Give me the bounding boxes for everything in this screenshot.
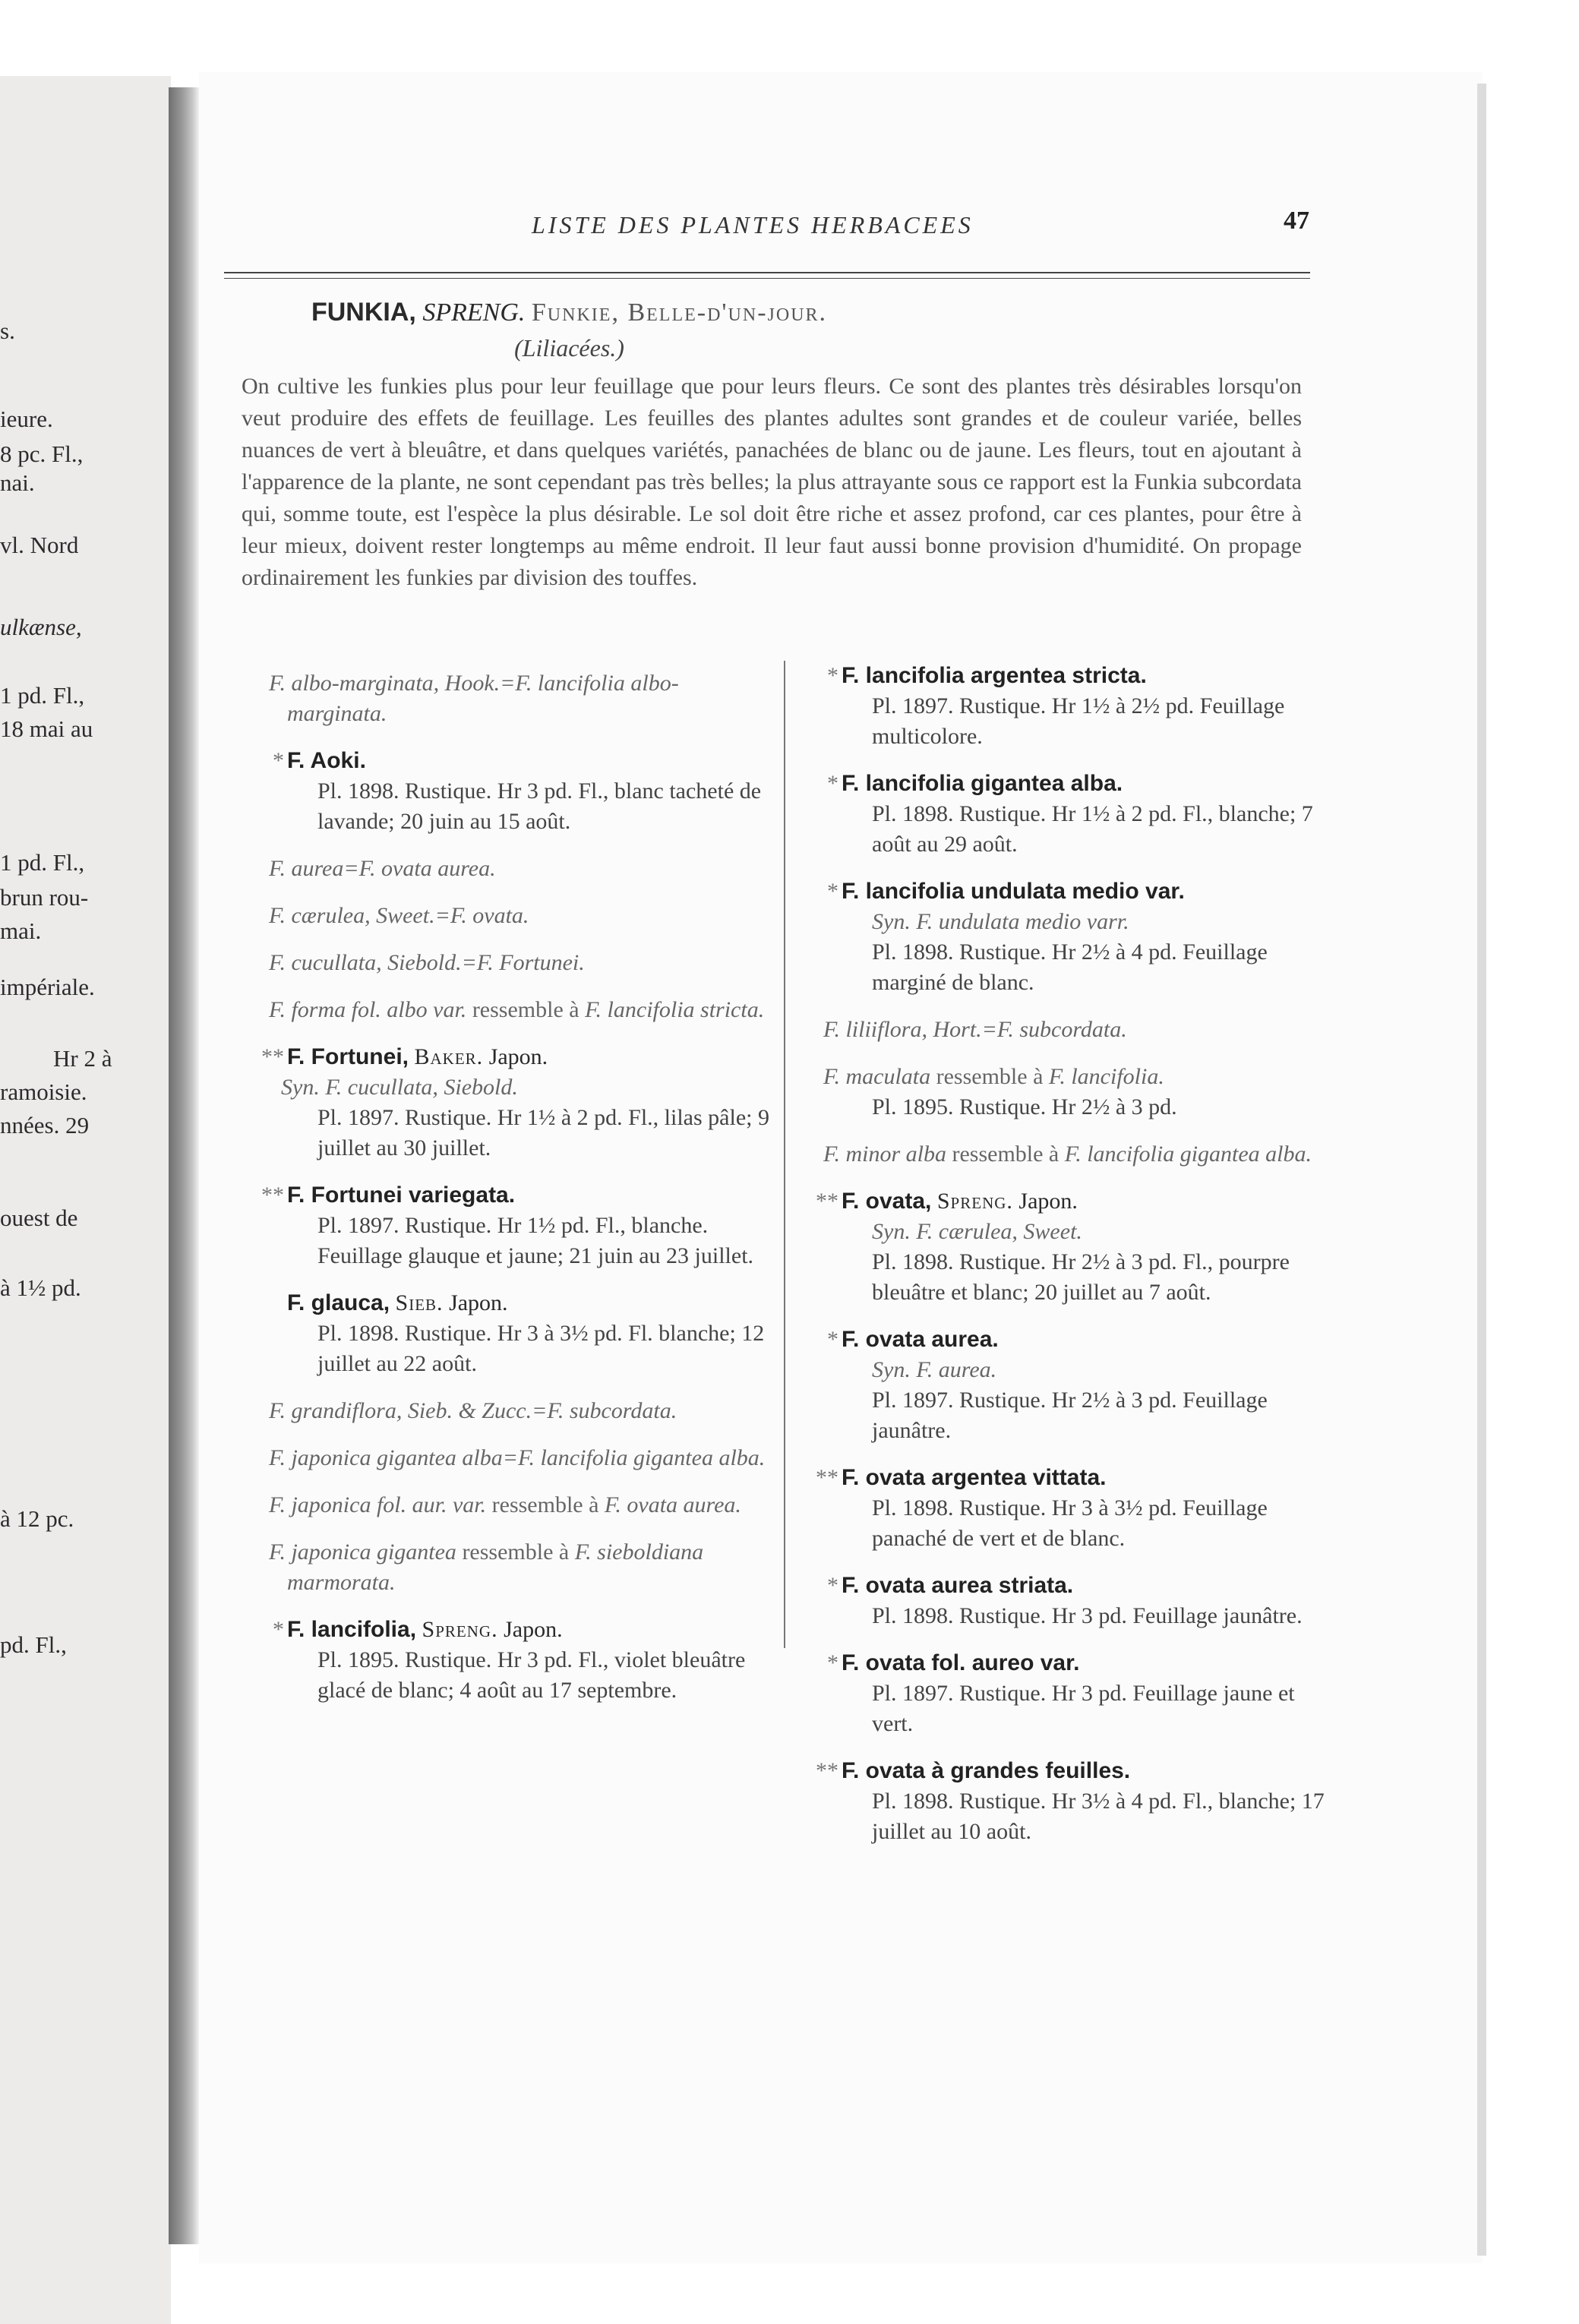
plant-name: F. Fortunei, — [287, 1044, 409, 1069]
plant-entry — [251, 1288, 775, 1379]
hardiness-mark: * — [273, 748, 284, 773]
left-page-text: impériale. — [0, 974, 95, 1000]
synonym-entry: F. grandiflora, Sieb. & Zucc.=F. subcordata. — [269, 1398, 677, 1423]
page-edge — [1477, 84, 1486, 2256]
hardiness-mark: * — [827, 1327, 838, 1352]
hardiness-mark: * — [827, 1573, 838, 1598]
synonym-entry: F. aurea=F. ovata aurea. — [269, 856, 496, 881]
plant-entry — [805, 1463, 1329, 1554]
left-page-text: vl. Nord — [0, 532, 79, 558]
plant-details: Pl. 1895. Rustique. Hr 2½ à 3 pd. — [872, 1094, 1177, 1119]
left-page-text: pd. Fl., — [0, 1631, 67, 1658]
plant-author: Baker. — [414, 1044, 484, 1069]
plant-origin: Japon. — [449, 1290, 508, 1315]
plant-author: Spreng. — [422, 1617, 498, 1642]
plant-entry — [251, 1615, 775, 1706]
plant-synonym: Syn. F. cærulea, Sweet. — [872, 1219, 1082, 1244]
ref-word: ressemble à — [491, 1492, 599, 1517]
ref-word: ressemble à — [462, 1539, 570, 1565]
plant-details: Pl. 1898. Rustique. Hr 3 à 3½ pd. Feuillage panaché de vert et de blanc. — [872, 1495, 1268, 1551]
genus-heading — [0, 298, 1359, 327]
plant-entry — [805, 661, 1329, 752]
plant-entry — [805, 1186, 1329, 1308]
hardiness-mark: * — [827, 663, 838, 688]
hardiness-mark: ** — [816, 1465, 838, 1490]
plant-entry — [805, 1648, 1329, 1739]
left-page-text: nai. — [0, 469, 35, 496]
ref-name: F. forma fol. albo var. — [269, 997, 467, 1022]
left-page-text: nnées. 29 — [0, 1112, 90, 1138]
plant-synonym: Syn. F. aurea. — [872, 1357, 997, 1382]
genus-family: (Liliacées.) — [514, 334, 624, 362]
plant-origin: Japon. — [488, 1044, 548, 1069]
plant-name: F. ovata, — [842, 1189, 932, 1214]
header-rule — [224, 278, 1310, 279]
plant-name: F. Aoki. — [287, 748, 366, 773]
hardiness-mark: * — [827, 771, 838, 796]
reference-entry — [805, 1139, 1329, 1170]
plant-details: Pl. 1897. Rustique. Hr 2½ à 3 pd. Feuillage jaunâtre. — [872, 1388, 1268, 1443]
plant-entry — [805, 1571, 1329, 1631]
left-page-text: ieure. — [0, 406, 53, 432]
left-page-text: 1 pd. Fl., — [0, 682, 85, 709]
header-rule — [224, 272, 1310, 273]
genus-name: FUNKIA, — [311, 298, 416, 327]
plant-details: Pl. 1898. Rustique. Hr 3 à 3½ pd. Fl. blanche; 12 juillet au 22 août. — [317, 1321, 765, 1376]
plant-details: Pl. 1897. Rustique. Hr 1½ à 2 pd. Fl., lilas pâle; 9 juillet au 30 juillet. — [317, 1105, 769, 1160]
plant-entry — [805, 1325, 1329, 1446]
column-divider — [784, 661, 785, 1648]
hardiness-mark: * — [827, 879, 838, 904]
plant-origin: Japon. — [504, 1617, 563, 1642]
ref-target: F. lancifolia stricta. — [585, 997, 765, 1022]
plant-name: F. ovata fol. aureo var. — [842, 1650, 1080, 1675]
left-page-text: à 1½ pd. — [0, 1274, 81, 1301]
left-column — [251, 668, 775, 1722]
plant-name: F. lancifolia, — [287, 1617, 417, 1642]
plant-details: Pl. 1897. Rustique. Hr 1½ à 2½ pd. Feuillage multicolore. — [872, 693, 1285, 749]
left-page-text: 1 pd. Fl., — [0, 849, 85, 876]
left-page-text: ouest de — [0, 1205, 78, 1231]
reference-entry — [805, 1062, 1329, 1123]
plant-name: F. lancifolia argentea stricta. — [842, 663, 1147, 688]
plant-name: F. lancifolia undulata medio var. — [842, 879, 1185, 904]
ref-word: ressemble à — [936, 1064, 1044, 1089]
right-column — [805, 661, 1329, 1864]
page-number: 47 — [1284, 207, 1309, 235]
plant-entry — [805, 769, 1329, 860]
plant-details: Pl. 1898. Rustique. Hr 1½ à 2 pd. Fl., blanche; 7 août au 29 août. — [872, 801, 1313, 857]
hardiness-mark: ** — [261, 1044, 284, 1069]
ref-word: ressemble à — [952, 1141, 1060, 1167]
left-page-text: mai. — [0, 917, 42, 944]
reference-entry — [251, 1537, 775, 1598]
plant-name: F. ovata à grandes feuilles. — [842, 1758, 1131, 1783]
left-page-text: ramoisie. — [0, 1078, 87, 1105]
plant-details: Pl. 1897. Rustique. Hr 1½ pd. Fl., blanche. Feuillage glauque et jaune; 21 juin au 23 juillet. — [317, 1213, 754, 1268]
hardiness-mark: ** — [816, 1189, 838, 1214]
plant-entry — [251, 1042, 775, 1164]
plant-details: Pl. 1898. Rustique. Hr 2½ à 3 pd. Fl., pourpre bleuâtre et blanc; 20 juillet au 7 août. — [872, 1249, 1290, 1305]
plant-name: F. Fortunei variegata. — [287, 1183, 516, 1208]
plant-name: F. ovata aurea. — [842, 1327, 999, 1352]
plant-author: Spreng. — [936, 1189, 1013, 1214]
ref-target: F. sieboldiana marmorata. — [287, 1539, 704, 1595]
plant-entry — [805, 1756, 1329, 1847]
plant-origin: Japon. — [1018, 1189, 1078, 1214]
synonym-entry: F. liliiflora, Hort.=F. subcordata. — [823, 1017, 1127, 1042]
ref-name: F. japonica gigantea — [269, 1539, 456, 1565]
synonym-entry: F. japonica gigantea alba=F. lancifolia gigantea alba. — [269, 1445, 766, 1470]
ref-target: F. lancifolia gigantea alba. — [1064, 1141, 1312, 1167]
ref-target: F. lancifolia. — [1048, 1064, 1164, 1089]
synonym-entry: F. albo-marginata, Hook.=F. lancifolia albo-marginata. — [269, 671, 679, 726]
hardiness-mark: * — [827, 1650, 838, 1675]
plant-name: F. ovata argentea vittata. — [842, 1465, 1107, 1490]
left-page-text: 18 mai au — [0, 715, 93, 742]
left-page-text: à 12 pc. — [0, 1505, 74, 1532]
genus-common-name: Funkie, Belle-d'un-jour. — [531, 298, 828, 327]
ref-name: F. japonica fol. aur. var. — [269, 1492, 487, 1517]
book-spine — [169, 87, 199, 2244]
plant-name: F. lancifolia gigantea alba. — [842, 771, 1123, 796]
plant-details: Pl. 1898. Rustique. Hr 3½ à 4 pd. Fl., blanche; 17 juillet au 10 août. — [872, 1789, 1325, 1844]
hardiness-mark: ** — [816, 1758, 838, 1783]
left-page-text: 8 pc. Fl., — [0, 440, 84, 467]
plant-synonym: Syn. F. undulata medio varr. — [872, 909, 1129, 934]
reference-entry — [251, 1490, 775, 1520]
plant-details: Pl. 1895. Rustique. Hr 3 pd. Fl., violet bleuâtre glacé de blanc; 4 août au 17 septembre. — [317, 1647, 746, 1703]
plant-entry — [805, 876, 1329, 998]
left-page-text: s. — [0, 317, 15, 344]
genus-author: SPRENG. — [422, 298, 526, 327]
plant-details: Pl. 1897. Rustique. Hr 3 pd. Feuillage jaune et vert. — [872, 1681, 1295, 1736]
running-title: LISTE DES PLANTES HERBACEES — [532, 211, 974, 238]
plant-entry — [251, 1180, 775, 1271]
reference-entry — [251, 995, 775, 1025]
hardiness-mark: * — [273, 1617, 284, 1642]
ref-target: F. ovata aurea. — [604, 1492, 741, 1517]
plant-details: Pl. 1898. Rustique. Hr 3 pd. Fl., blanc tacheté de lavande; 20 juin au 15 août. — [317, 778, 762, 834]
plant-details: Pl. 1898. Rustique. Hr 3 pd. Feuillage jaunâtre. — [872, 1603, 1303, 1628]
plant-author: Sieb. — [395, 1290, 444, 1315]
plant-entry — [251, 746, 775, 837]
left-page-text: brun rou- — [0, 884, 89, 911]
intro-paragraph: On cultive les funkies plus pour leur feuillage que pour leurs fleurs. Ce sont des plantes très désirables lorsqu'on veut produire des effets de feuillage. Les feuilles des plantes adultes sont grandes et de couleur variée, belles nuances de vert à bleuâtre, et dans quelques variétés, panachées de blanc ou de jaune. Les fleurs, tout en ajoutant à l'apparence de la plante, ne sont cependant pas très belles; la plus attrayante sous ce rapport est la Funkia subcordata qui, somme toute, est l'espèce la plus désirable. Le sol doit être riche et assez profond, car ces plantes, pour être à leur mieux, doivent rester longtemps au même endroit. Il leur faut aussi bonne provision d'humidité. On propage ordinairement les funkies par division des touffes. — [242, 374, 1302, 590]
left-page-text: Hr 2 à — [53, 1045, 112, 1072]
hardiness-mark: ** — [261, 1183, 284, 1208]
ref-name: F. maculata — [823, 1064, 931, 1089]
plant-name: F. glauca, — [287, 1290, 390, 1315]
ref-word: ressemble à — [472, 997, 579, 1022]
ref-name: F. minor alba — [823, 1141, 946, 1167]
synonym-entry: F. cærulea, Sweet.=F. ovata. — [269, 903, 529, 928]
plant-synonym: Syn. F. cucullata, Siebold. — [281, 1075, 518, 1100]
plant-details: Pl. 1898. Rustique. Hr 2½ à 4 pd. Feuillage marginé de blanc. — [872, 939, 1268, 995]
synonym-entry: F. cucullata, Siebold.=F. Fortunei. — [269, 950, 585, 975]
plant-name: F. ovata aurea striata. — [842, 1573, 1074, 1598]
left-page-text: ulkænse, — [0, 614, 82, 640]
